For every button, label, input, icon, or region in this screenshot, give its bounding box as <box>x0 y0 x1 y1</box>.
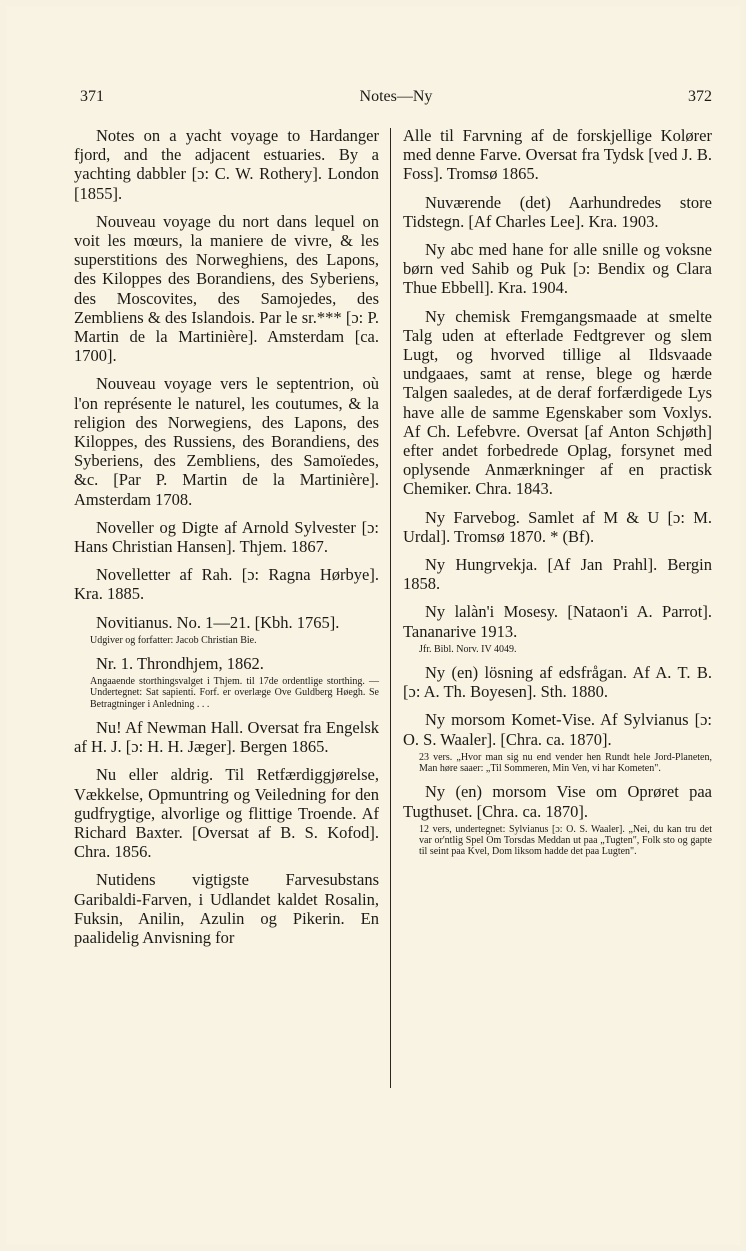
entry: Novitianus. No. 1—21. [Kbh. 1765]. <box>96 612 340 632</box>
left-column <box>74 126 379 956</box>
right-column <box>403 126 712 865</box>
entry-note: 12 vers, undertegnet: Sylvianus [ɔ: O. S. Waaler]. „Nei, du kan tru det var or'ntlig Spel Om Torsdas Meddan ut paa „Tugten", Folk sto og gapte til seint paa Kvel, Dom liksom hadde det paa Lugten". <box>419 823 712 858</box>
entry: Ny (en) lösning af edsfrågan. Af A. T. B. [ɔ: A. Th. Boyesen]. Sth. 1880. <box>403 663 712 702</box>
entry: Nouveau voyage du nort dans lequel on voit les mœurs, la maniere de vivre, & les superstitions des Norweghiens, des Lapons, des Kiloppes des Borandiens, des Syberiens, des Moscovites, des Samojedes, des Zembliens & des Islandois. Par le sr.*** [ɔ: P. Martin de la Martinière]. Amsterdam [ca. 1700]. <box>74 211 379 366</box>
entry: Ny Farvebog. Samlet af M & U [ɔ: M. Urdal]. Tromsø 1870. * (Bf). <box>403 507 712 546</box>
entry: Ny lalàn'i Mosesy. [Nataon'i A. Parrot]. Tananarive 1913. <box>403 602 712 641</box>
page-number-right: 372 <box>688 88 712 105</box>
entry: Ny morsom Komet-Vise. Af Sylvianus [ɔ: O. S. Waaler]. [Chra. ca. 1870]. <box>403 710 712 749</box>
entry: Nutidens vigtigste Farvesubstans Garibaldi-Farven, i Udlandet kaldet Rosalin, Fuksin, Anilin, Azulin og Pikerin. En paalidelig Anvisning for <box>74 870 379 947</box>
entry: Nouveau voyage vers le septentrion, où l'on représente le naturel, les coutumes, & la religion des Norwegiens, des Lapons, des Kiloppes, des Russiens, des Borandiens, des Syberiens, des Zembliens, des Samoïedes, &c. [Par P. Martin de la Martinière]. Amsterdam 1708. <box>74 374 379 509</box>
running-title: Notes—Ny <box>359 88 433 105</box>
entry: Nuværende (det) Aarhundredes store Tidstegn. [Af Charles Lee]. Kra. 1903. <box>403 192 712 231</box>
column-divider <box>390 128 391 1088</box>
entry: Noveller og Digte af Arnold Sylvester [ɔ: Hans Christian Hansen]. Thjem. 1867. <box>74 517 379 557</box>
entry: Novelletter af Rah. [ɔ: Ragna Hørbye]. Kra. 1885. <box>74 565 379 604</box>
entry: Ny (en) morsom Vise om Oprøret paa Tugthuset. [Chra. ca. 1870]. <box>403 782 712 821</box>
entry-continuation: Alle til Farvning af de forskjellige Kolører med denne Farve. Oversat fra Tydsk [ved J. B. Foss]. Tromsø 1865. <box>403 126 712 184</box>
entry: Notes on a yacht voyage to Hardanger fjord, and the adjacent estuaries. By a yachting dabbler [ɔ: C. W. Rothery]. London [1855]. <box>74 126 379 203</box>
entry-note: Udgiver og forfatter: Jacob Christian Bie. <box>90 634 257 646</box>
entry-note: 23 vers. „Hvor man sig nu end vender hen Rundt hele Jord-Planeten, Man høre saaer: „Til Sommeren, Min Ven, vi har Kometen". <box>419 751 712 775</box>
entry: Nu eller aldrig. Til Retfærdiggjørelse, Vækkelse, Opmuntring og Veiledning for den gudfrygtige, alvorlige og flittige Troende. Af Richard Baxter. [Oversat af B. S. Kofod]. Chra. 1856. <box>74 765 379 862</box>
entry: Ny abc med hane for alle snille og voksne børn ved Sahib og Puk [ɔ: Bendix og Clara Thue Ebbell]. Kra. 1904. <box>403 240 712 298</box>
entry-note: Angaaende storthingsvalget i Thjem. til 17de ordentlige storthing. — Undertegnet: Sat sapienti. Forf. er overlæge Ove Guldberg Høegh. Se Betragtninger i Anledning . . . <box>90 676 379 710</box>
entry: Ny Hungrvekja. [Af Jan Prahl]. Bergin 1858. <box>403 555 712 594</box>
running-header <box>80 88 712 112</box>
page-number-left: 371 <box>80 88 104 105</box>
entry: Nr. 1. Throndhjem, 1862. <box>96 654 264 674</box>
entry: Ny chemisk Fremgangsmaade at smelte Talg uden at efterlade Fedtgrever og slem Lugt, og hvorved tillige al Ildsvaade undgaaes, samt at rense, blege og hærde Talgen saaledes, at de deraf forfærdigede Lys have alle de samme Egenskaber som Voxlys. Af Ch. Lefebvre. Oversat [af Anton Schjøth] efter andet forbedrede Oplag, forsynet med oplysende Anmærkninger af en practisk Chemiker. Chra. 1843. <box>403 306 712 499</box>
entry: Nu! Af Newman Hall. Oversat fra Engelsk af H. J. [ɔ: H. H. Jæger]. Bergen 1865. <box>74 717 379 757</box>
entry-note: Jfr. Bibl. Norv. IV 4049. <box>419 643 517 655</box>
